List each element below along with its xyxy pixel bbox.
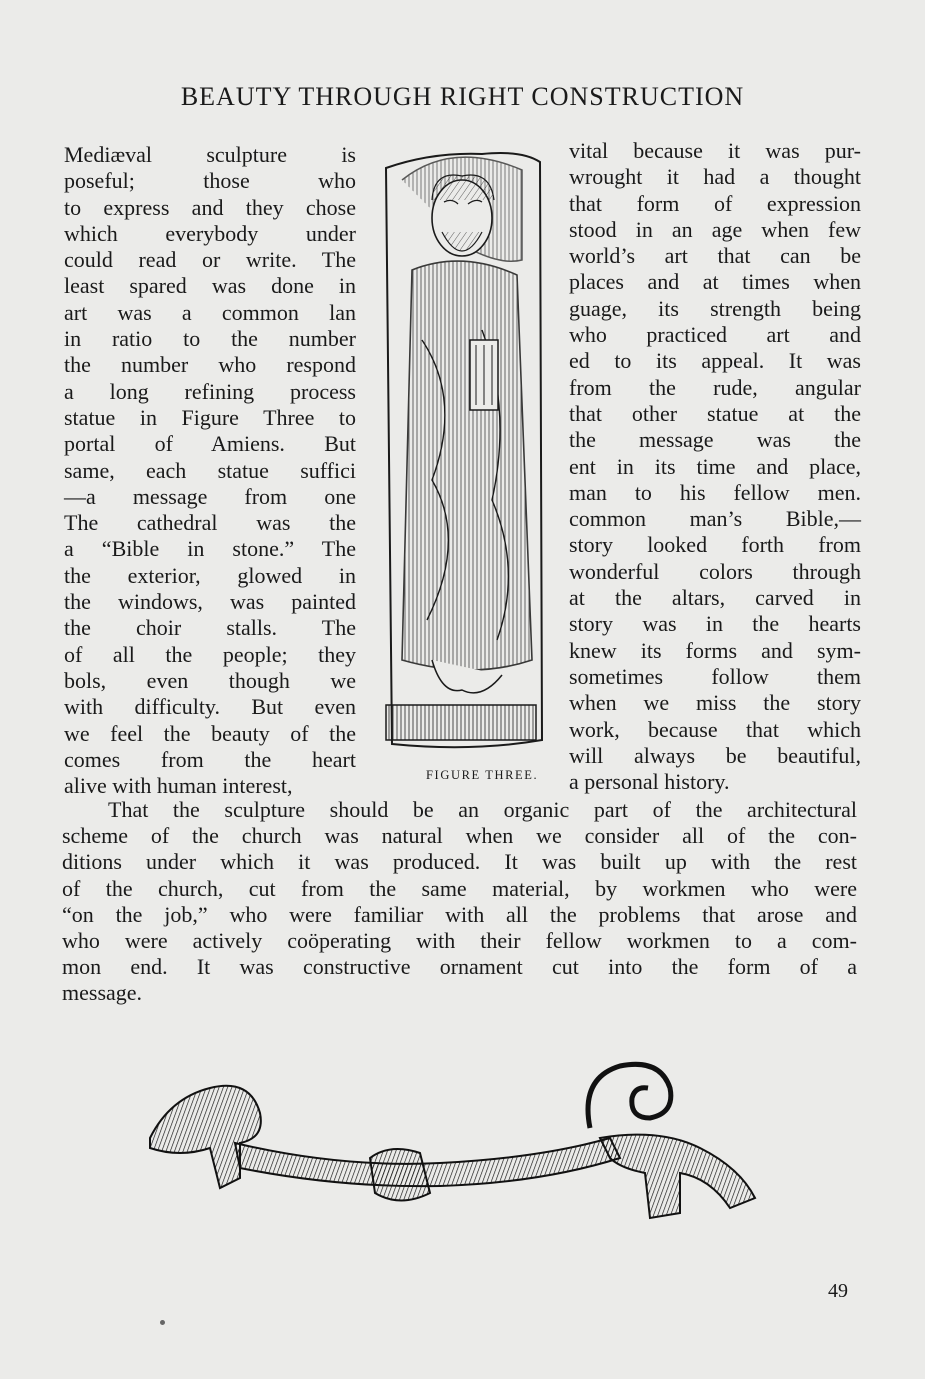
text-line: ditions under which it was produced. It was built up with the rest [62,849,857,875]
text-line: comes from the heart [64,746,356,772]
text-line: common man’s Bible,— [569,506,861,532]
text-line: story was in the hearts [569,611,861,637]
text-line: least spared was done in [64,273,356,299]
paper-speck [160,1320,165,1325]
text-line: “on the job,” who were familiar with all the problems that arose and [62,901,857,927]
text-line: of the church, cut from the same material, by workmen who were [62,875,857,901]
text-line: the message was the [569,427,861,453]
left-text-column [64,142,356,799]
page-number: 49 [828,1280,848,1302]
text-line: that form of expression [569,190,861,216]
text-line: which everybody under [64,220,356,246]
text-line: The cathedral was the [64,510,356,536]
body-paragraph [62,797,857,1007]
text-line: vital because it was pur- [569,138,861,163]
text-line: the choir stalls. The [64,615,356,641]
text-line: wonderful colors through [569,558,861,584]
text-line: to express and they chose [64,194,356,220]
text-line: who were actively coöperating with their fellow workmen to a com- [62,928,857,954]
text-line: in ratio to the number [64,326,356,352]
text-line: statue in Figure Three to [64,404,356,430]
text-line: places and at times when [569,269,861,295]
text-line: ent in its time and place, [569,453,861,479]
text-line: the windows, was painted [64,589,356,615]
text-line: world’s art that can be [569,243,861,269]
text-line: mon end. It was constructive ornament cut into the form of a [62,954,857,980]
text-line: wrought it had a thought [569,164,861,190]
text-line: at the altars, carved in [569,585,861,611]
text-line: that other statue at the [569,400,861,426]
text-line: alive with human interest, [64,773,293,799]
text-line: could read or write. The [64,247,356,273]
text-line: That the sculpture should be an organic part of the architectural [108,797,857,822]
text-line: with difficulty. But even [64,694,356,720]
figure-caption: FIGURE THREE. [426,768,539,782]
text-line: from the rude, angular [569,374,861,400]
text-line: portal of Amiens. But [64,431,356,457]
text-line: the exterior, glowed in [64,562,356,588]
text-line: art was a common lan [64,299,356,325]
text-line: will always be beautiful, [569,742,861,768]
running-head: BEAUTY THROUGH RIGHT CONSTRUCTION [180,82,745,111]
text-line: ed to its appeal. It was [569,348,861,374]
right-text-column [569,138,861,795]
text-line: we feel the beauty of the [64,720,356,746]
text-line: the number who respond [64,352,356,378]
text-line: message. [62,980,143,1006]
text-line: who practiced art and [569,322,861,348]
text-line: knew its forms and sym- [569,637,861,663]
text-line: —a message from one [64,483,356,509]
text-line: sometimes follow them [569,663,861,689]
text-line: work, because that which [569,716,861,742]
text-line: stood in an age when few [569,216,861,242]
text-line: man to his fellow men. [569,479,861,505]
text-line: bols, even though we [64,667,356,693]
statue-illustration [372,140,562,760]
text-line: when we miss the story [569,690,861,716]
text-line: poseful; those who [64,168,356,194]
text-line: guage, its strength being [569,295,861,321]
ornamental-key-illustration [140,1058,780,1228]
text-line: a personal history. [569,769,730,795]
text-line: a “Bible in stone.” The [64,536,356,562]
text-line: scheme of the church was natural when we consider all of the con- [62,823,857,849]
text-line: Mediæval sculpture is [64,142,356,167]
text-line: of all the people; they [64,641,356,667]
text-line: a long refining process [64,378,356,404]
text-line: same, each statue suffici [64,457,356,483]
text-line: story looked forth from [569,532,861,558]
